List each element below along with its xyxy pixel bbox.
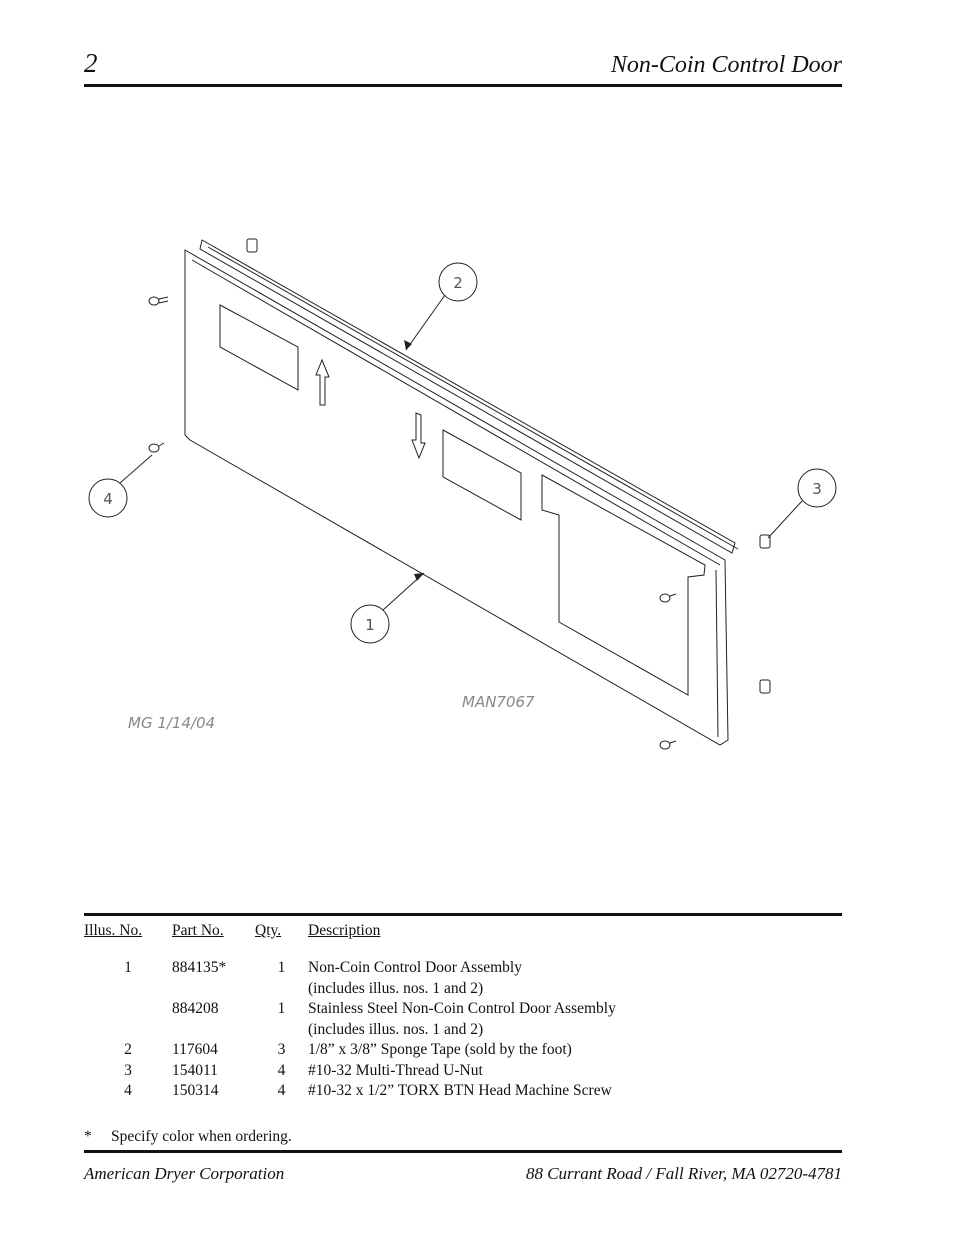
header-rule [84, 84, 842, 87]
callout-label-1: 1 [365, 616, 375, 634]
description-cell: (includes illus. nos. 1 and 2) [308, 1020, 484, 1038]
header-part-no: Part No. [172, 922, 224, 939]
table-row [84, 1061, 842, 1082]
footer-rule [84, 1150, 842, 1153]
illus-no-cell: 3 [124, 1061, 132, 1079]
table-header-row [84, 922, 842, 958]
description-cell: 1/8” x 3/8” Sponge Tape (sold by the foot) [308, 1041, 572, 1058]
part-no-cell: 884208 [172, 1000, 219, 1017]
exploded-view-drawing [80, 225, 860, 765]
table-row [84, 999, 842, 1020]
qty-cell [255, 1020, 308, 1041]
callout-label-4: 4 [103, 490, 113, 508]
qty-cell: 4 [277, 1082, 286, 1099]
table-row [84, 979, 842, 1000]
footnote-text: Specify color when ordering. [111, 1128, 292, 1145]
description-cell: Non-Coin Control Door Assembly [308, 959, 522, 976]
qty-cell: 1 [277, 1000, 286, 1017]
description-cell: (includes illus. nos. 1 and 2) [308, 979, 484, 997]
qty-cell [255, 979, 308, 1000]
parts-table [84, 922, 842, 1102]
header-qty: Qty. [255, 922, 282, 939]
callout-label-3: 3 [812, 480, 822, 498]
screw-hardware [149, 297, 676, 749]
page-title: Non-Coin Control Door [610, 52, 842, 78]
illus-no-cell: 1 [124, 959, 132, 976]
table-top-rule [84, 913, 842, 916]
up-arrow-mark [316, 360, 329, 405]
table-row [84, 1040, 842, 1061]
footnote-mark: * [84, 1128, 92, 1145]
drawing-number: MAN7067 [462, 693, 535, 711]
description-cell: Stainless Steel Non-Coin Control Door Assembly [308, 1000, 616, 1017]
illus-no-cell [84, 999, 172, 1020]
door-panel [185, 250, 728, 745]
part-no-cell: 154011 [172, 1061, 218, 1079]
window-cutout-upper [220, 305, 298, 390]
table-row [84, 1020, 842, 1041]
illus-no-cell: 2 [124, 1041, 132, 1058]
illus-no-cell: 4 [124, 1082, 132, 1099]
part-no-cell: 884135* [172, 959, 227, 976]
table-row [84, 1081, 842, 1102]
footer-company: American Dryer Corporation [84, 1164, 285, 1183]
part-no-cell: 150314 [172, 1082, 219, 1099]
page-number: 2 [84, 48, 98, 78]
header-description: Description [308, 922, 381, 939]
qty-cell: 3 [277, 1041, 286, 1058]
sponge-tape-strip [200, 240, 735, 553]
drafter-date: MG 1/14/04 [128, 714, 216, 732]
large-cutout [542, 475, 705, 695]
part-no-cell: 117604 [172, 1041, 218, 1058]
table-row [84, 958, 842, 979]
parts-table-body [84, 958, 842, 1102]
part-no-cell [172, 979, 255, 1000]
description-cell: #10-32 Multi-Thread U-Nut [308, 1061, 483, 1079]
down-arrow-mark [412, 413, 425, 458]
illus-no-cell [84, 979, 172, 1000]
footer-address: 88 Currant Road / Fall River, MA 02720-4781 [525, 1164, 842, 1183]
qty-cell: 1 [277, 959, 286, 976]
description-cell: #10-32 x 1/2” TORX BTN Head Machine Screw [308, 1082, 612, 1099]
illus-no-cell [84, 1020, 172, 1041]
qty-cell: 4 [277, 1061, 286, 1079]
footnote [84, 1128, 292, 1146]
header-illus-no: Illus. No. [84, 922, 143, 939]
part-no-cell [172, 1020, 255, 1041]
callout-label-2: 2 [453, 274, 463, 292]
